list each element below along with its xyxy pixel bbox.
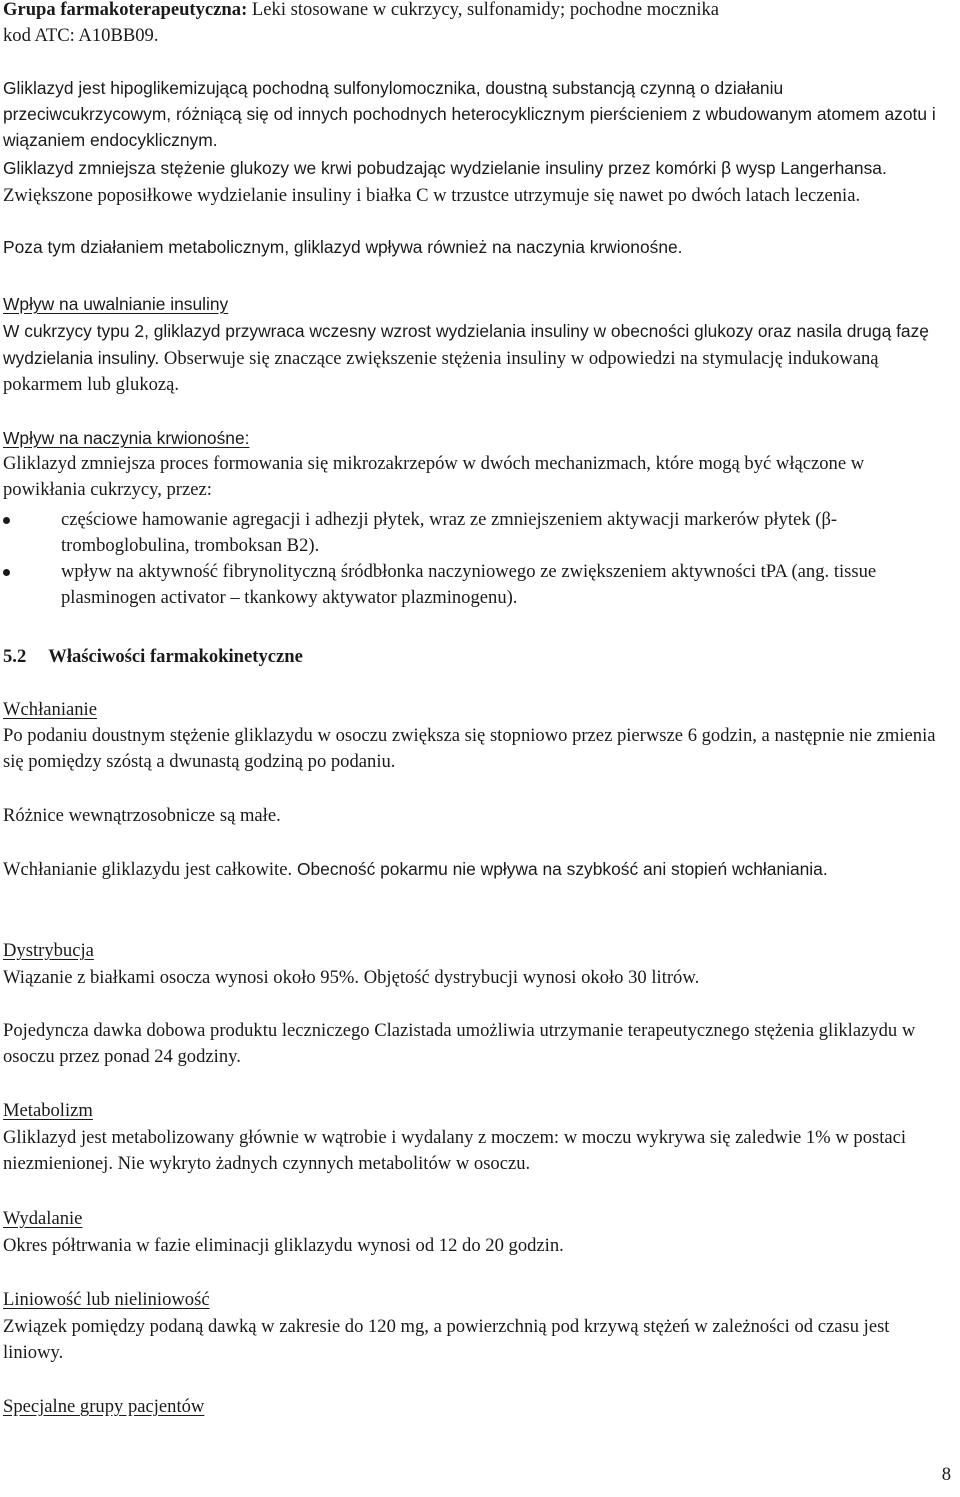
- section-number: 5.2: [3, 646, 27, 667]
- absorption-paragraph-3: [3, 856, 951, 883]
- page-number: 8: [941, 1464, 951, 1485]
- metabolism-heading: Metabolizm: [3, 1100, 93, 1121]
- vessels-bullet-list: [3, 507, 951, 611]
- insulin-text-b: Obserwuje się znaczące zwiększenie stężenia insuliny w odpowiedzi na stymulację indukowaną pokarmem lub glukozą.: [3, 348, 879, 395]
- intro-p2-sans: Gliklazyd zmniejsza stężenie glukozy we krwi pobudzając wydzielanie insuliny przez komórki β wysp Langerhansa.: [3, 158, 887, 178]
- metabolism-text: Gliklazyd jest metabolizowany głównie w wątrobie i wydalany z moczem: w moczu wykrywa się zaledwie 1% w postaci niezmienionej. Nie wykryto żadnych czynnych metabolitów w osoczu.: [3, 1127, 907, 1174]
- section-heading: [3, 644, 951, 670]
- list-item: [3, 559, 951, 611]
- bullet-icon: [3, 569, 10, 576]
- insulin-text-a: W cukrzycy typu 2, gliklazyd przywraca wczesny wzrost wydzielania insuliny w obecności glukozy oraz nasila drugą fazę wydzielania insuliny.: [3, 321, 929, 368]
- vessels-text: Gliklazyd zmniejsza proces formowania się mikrozakrzepów w dwóch mechanizmach, które mogą być włączone w powikłania cukrzycy, przez:: [3, 453, 865, 500]
- absorption-heading: Wchłanianie: [3, 699, 97, 720]
- intro-p2-serif: Zwiększone poposiłkowe wydzielanie insuliny i białka C w trzustce utrzymuje się nawet po dwóch latach leczenia.: [3, 185, 861, 206]
- elimination-text: Okres półtrwania w fazie eliminacji gliklazydu wynosi od 12 do 20 godzin.: [3, 1235, 564, 1256]
- absorption-paragraph-2: Różnice wewnątrzosobnicze są małe.: [3, 805, 281, 826]
- intro-paragraph-3: Poza tym działaniem metabolicznym, gliklazyd wpływa również na naczynia krwionośne.: [3, 237, 683, 257]
- section-title: Właściwości farmakokinetyczne: [48, 646, 303, 667]
- atc-code: kod ATC: A10BB09.: [3, 25, 159, 46]
- linearity-text: Związek pomiędzy podaną dawką w zakresie do 120 mg, a powierzchnią pod krzywą stężeń w zależności od czasu jest liniowy.: [3, 1316, 890, 1363]
- absorption-p3-sans: Obecność pokarmu nie wpływa na szybkość ani stopień wchłaniania.: [292, 859, 828, 879]
- insulin-heading: Wpływ na uwalnianie insuliny: [3, 294, 229, 314]
- absorption-paragraph-1: Po podaniu doustnym stężenie gliklazydu w osoczu zwiększa się stopniowo przez pierwsze 6 godzin, a następnie nie zmienia się pomiędzy szóstą a dwunastą godziną po podaniu.: [3, 725, 936, 772]
- distribution-paragraph-1: Wiązanie z białkami osocza wynosi około 95%. Objętość dystrybucji wynosi około 30 litrów.: [3, 967, 700, 988]
- group-label: Grupa farmakoterapeutyczna:: [3, 0, 248, 20]
- intro-paragraph-1: Gliklazyd jest hipoglikemizującą pochodną sulfonylomocznika, doustną substancją czynną o działaniu przeciwcukrzycowym, różniącą się od innych pochodnych heterocyklicznym pierścieniem z wbudowanym atomem azotu i wiązaniem endocyklicznym.: [3, 78, 936, 150]
- list-item: [3, 507, 951, 559]
- bullet-text: wpływ na aktywność fibrynolityczną śródbłonka naczyniowego ze zwiększeniem aktywności tPA (ang. tissue plasminogen activator – tkankowy aktywator plazminogenu).: [61, 561, 877, 608]
- bullet-text: częściowe hamowanie agregacji i adhezji płytek, wraz ze zmniejszeniem aktywacji markerów płytek (β-tromboglobulina, tromboksan B2).: [61, 509, 838, 556]
- linearity-heading: Liniowość lub nieliniowość: [3, 1289, 210, 1310]
- distribution-heading: Dystrybucja: [3, 940, 94, 961]
- group-text: Leki stosowane w cukrzycy, sulfonamidy; pochodne mocznika: [247, 0, 720, 20]
- special-groups-heading: Specjalne grupy pacjentów: [3, 1396, 205, 1417]
- absorption-p3-serif: Wchłanianie gliklazydu jest całkowite.: [3, 859, 293, 880]
- insulin-text: [3, 318, 951, 398]
- intro-paragraph-2: [3, 155, 951, 209]
- bullet-icon: [3, 517, 10, 524]
- vessels-heading: Wpływ na naczynia krwionośne:: [3, 428, 250, 448]
- elimination-heading: Wydalanie: [3, 1208, 83, 1229]
- pharmacotherapeutic-group: [3, 0, 951, 49]
- distribution-paragraph-2: Pojedyncza dawka dobowa produktu leczniczego Clazistada umożliwia utrzymanie terapeutycznego stężenia gliklazydu w osoczu przez ponad 24 godziny.: [3, 1020, 916, 1067]
